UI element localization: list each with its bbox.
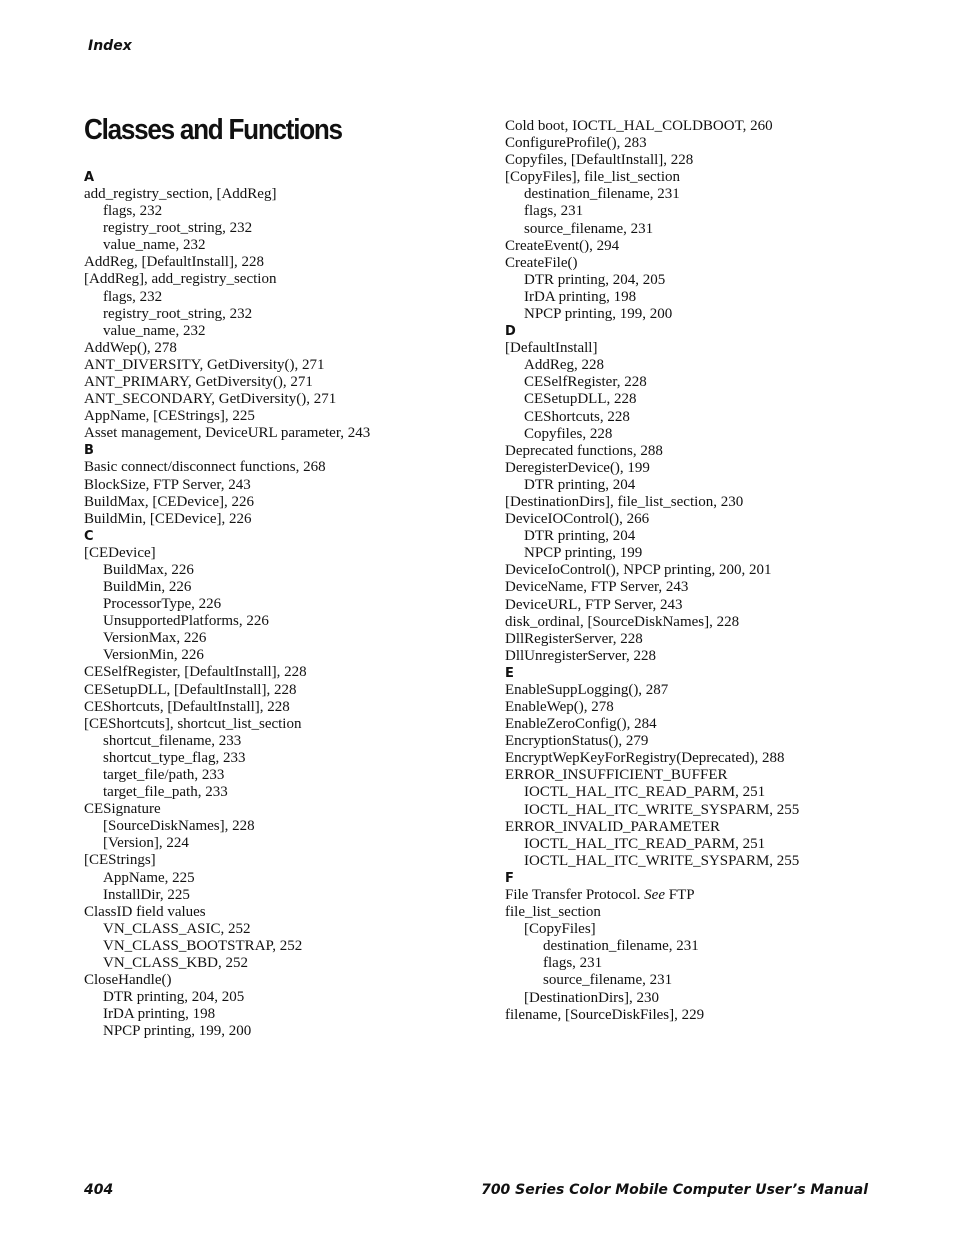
index-entry: EncryptWepKeyForRegistry(Deprecated), 288 <box>505 750 785 767</box>
index-subentry: registry_root_string, 232 <box>103 305 253 322</box>
index-entry: CreateEvent(), 294 <box>505 237 620 254</box>
index-subentry: DTR printing, 204, 205 <box>103 989 245 1006</box>
index-entry: Cold boot, IOCTL_HAL_COLDBOOT, 260 <box>505 118 773 134</box>
index-subentry: source_filename, 231 <box>543 972 673 989</box>
index-subentry: [CopyFiles] <box>524 921 596 938</box>
index-subentry: NPCP printing, 199, 200 <box>103 1023 252 1040</box>
running-head: Index <box>88 38 132 54</box>
index-entry: DllRegisterServer, 228 <box>505 630 643 647</box>
index-subentry: UnsupportedPlatforms, 226 <box>103 613 269 630</box>
index-section <box>505 665 900 870</box>
index-subentry: flags, 231 <box>524 203 584 220</box>
index-subentry: DTR printing, 204 <box>524 528 636 545</box>
index-subentry: destination_filename, 231 <box>543 938 699 955</box>
index-entry: DeviceIoControl(), NPCP printing, 200, 201 <box>505 562 772 579</box>
index-subentry: value_name, 232 <box>103 322 206 339</box>
index-entry: AppName, [CEStrings], 225 <box>84 408 255 425</box>
index-entry: EncryptionStatus(), 279 <box>505 733 649 750</box>
index-entry: AddReg, [DefaultInstall], 228 <box>84 254 264 271</box>
index-subentry: [DestinationDirs], 230 <box>524 989 659 1006</box>
index-entry: [CEDevice] <box>84 544 156 561</box>
index-subentry: DTR printing, 204, 205 <box>524 271 666 288</box>
section-letter: F <box>505 870 514 886</box>
index-entry: DeregisterDevice(), 199 <box>505 459 650 476</box>
entry-text: File Transfer Protocol. <box>505 886 641 903</box>
index-entry: ANT_DIVERSITY, GetDiversity(), 271 <box>84 356 325 373</box>
index-subentry: value_name, 232 <box>103 237 206 254</box>
index-entry: CESignature <box>84 801 161 818</box>
index-entry: ERROR_INVALID_PARAMETER <box>505 818 721 835</box>
section-letter: B <box>84 443 94 459</box>
index-entry: ClassID field values <box>84 903 206 920</box>
index-entry: CESetupDLL, [DefaultInstall], 228 <box>84 681 297 698</box>
index-entry: DeviceName, FTP Server, 243 <box>505 579 689 596</box>
index-subentry: DTR printing, 204 <box>524 476 636 493</box>
index-entry <box>505 887 900 904</box>
index-section <box>84 169 479 442</box>
index-subentry: IrDA printing, 198 <box>524 288 637 305</box>
index-entry: ERROR_INSUFFICIENT_BUFFER <box>505 767 728 784</box>
index-column-right <box>505 118 900 1024</box>
index-section <box>84 528 479 1041</box>
index-subentry: VN_CLASS_ASIC, 252 <box>103 920 251 937</box>
index-subentry: VersionMax, 226 <box>103 630 207 647</box>
index-subentry: IOCTL_HAL_ITC_READ_PARM, 251 <box>524 835 766 852</box>
index-entry: disk_ordinal, [SourceDiskNames], 228 <box>505 613 740 630</box>
index-entry: CreateFile() <box>505 254 578 271</box>
index-subentry: source_filename, 231 <box>524 220 654 237</box>
index-subentry: Copyfiles, 228 <box>524 425 613 442</box>
index-section <box>505 323 900 665</box>
index-section <box>505 118 900 323</box>
index-entry: BlockSize, FTP Server, 243 <box>84 476 251 493</box>
index-subentry: flags, 232 <box>103 288 163 305</box>
index-entry: DeviceURL, FTP Server, 243 <box>505 596 683 613</box>
book-title: 700 Series Color Mobile Computer User’s Manual <box>481 1182 868 1198</box>
index-entry: [CEStrings] <box>84 852 156 869</box>
index-entry: Asset management, DeviceURL parameter, 243 <box>84 425 371 442</box>
index-subentry: AddReg, 228 <box>524 357 604 374</box>
index-entry: Deprecated functions, 288 <box>505 442 663 459</box>
index-entry: [DestinationDirs], file_list_section, 230 <box>505 493 744 510</box>
index-section <box>505 870 900 1024</box>
index-subentry: BuildMax, 226 <box>103 561 194 578</box>
index-entry: CEShortcuts, [DefaultInstall], 228 <box>84 698 290 715</box>
index-entry: CloseHandle() <box>84 972 172 989</box>
index-subentry: destination_filename, 231 <box>524 186 680 203</box>
see-target: FTP <box>668 886 695 903</box>
index-subentry: [Version], 224 <box>103 835 189 852</box>
index-subentry: AppName, 225 <box>103 869 195 886</box>
index-entry: EnableWep(), 278 <box>505 699 614 715</box>
index-entry: Basic connect/disconnect functions, 268 <box>84 459 326 476</box>
index-subentry: VN_CLASS_KBD, 252 <box>103 955 249 972</box>
index-entry: CESelfRegister, [DefaultInstall], 228 <box>84 664 307 681</box>
index-column-left <box>84 169 479 1041</box>
index-entry: AddWep(), 278 <box>84 339 177 356</box>
section-letter: A <box>84 170 95 185</box>
index-subentry: shortcut_filename, 233 <box>103 732 242 749</box>
index-subentry: ProcessorType, 226 <box>103 596 222 613</box>
index-section <box>84 442 479 527</box>
index-entry: DeviceIOControl(), 266 <box>505 511 650 528</box>
index-subentry: VN_CLASS_BOOTSTRAP, 252 <box>103 937 303 954</box>
index-subentry: flags, 232 <box>103 203 163 220</box>
index-subentry: VersionMin, 226 <box>103 647 204 664</box>
index-subentry: IrDA printing, 198 <box>103 1006 216 1023</box>
index-subentry: IOCTL_HAL_ITC_WRITE_SYSPARM, 255 <box>524 801 800 818</box>
section-letter: C <box>84 528 94 544</box>
index-entry: file_list_section <box>505 904 601 921</box>
index-entry: add_registry_section, [AddReg] <box>84 186 277 202</box>
index-entry: Copyfiles, [DefaultInstall], 228 <box>505 152 694 169</box>
index-entry: ConfigureProfile(), 283 <box>505 135 647 152</box>
index-entry: BuildMax, [CEDevice], 226 <box>84 493 254 510</box>
index-subentry: CESelfRegister, 228 <box>524 374 647 391</box>
section-letter: E <box>505 665 514 681</box>
index-entry: [AddReg], add_registry_section <box>84 271 277 288</box>
index-entry: ANT_PRIMARY, GetDiversity(), 271 <box>84 374 313 391</box>
index-subentry: shortcut_type_flag, 233 <box>103 749 246 766</box>
index-subentry: registry_root_string, 232 <box>103 220 253 237</box>
index-subentry: NPCP printing, 199, 200 <box>524 306 673 323</box>
index-subentry: CESetupDLL, 228 <box>524 391 637 408</box>
index-subentry: IOCTL_HAL_ITC_READ_PARM, 251 <box>524 784 766 801</box>
index-subentry: flags, 231 <box>543 955 603 972</box>
index-entry: [CEShortcuts], shortcut_list_section <box>84 715 302 732</box>
see-reference: See <box>644 886 665 903</box>
index-entry: [CopyFiles], file_list_section <box>505 169 680 186</box>
index-subentry: [SourceDiskNames], 228 <box>103 818 255 835</box>
index-subentry: IOCTL_HAL_ITC_WRITE_SYSPARM, 255 <box>524 852 800 869</box>
section-letter: D <box>505 324 516 340</box>
index-entry: EnableZeroConfig(), 284 <box>505 716 657 733</box>
page-number: 404 <box>84 1182 114 1198</box>
index-entry: ANT_SECONDARY, GetDiversity(), 271 <box>84 391 337 408</box>
index-entry: [DefaultInstall] <box>505 340 598 357</box>
index-subentry: InstallDir, 225 <box>103 886 190 903</box>
index-subentry: target_file_path, 233 <box>103 784 228 801</box>
index-entry: BuildMin, [CEDevice], 226 <box>84 510 252 527</box>
index-entry: EnableSuppLogging(), 287 <box>505 681 669 698</box>
index-subentry: target_file/path, 233 <box>103 767 225 783</box>
index-entry: DllUnregisterServer, 228 <box>505 647 657 664</box>
index-subentry: CEShortcuts, 228 <box>524 408 630 425</box>
index-subentry: NPCP printing, 199 <box>524 545 643 562</box>
index-subentry: BuildMin, 226 <box>103 578 192 595</box>
index-entry: filename, [SourceDiskFiles], 229 <box>505 1006 705 1023</box>
page-title: Classes and Functions <box>84 114 342 146</box>
